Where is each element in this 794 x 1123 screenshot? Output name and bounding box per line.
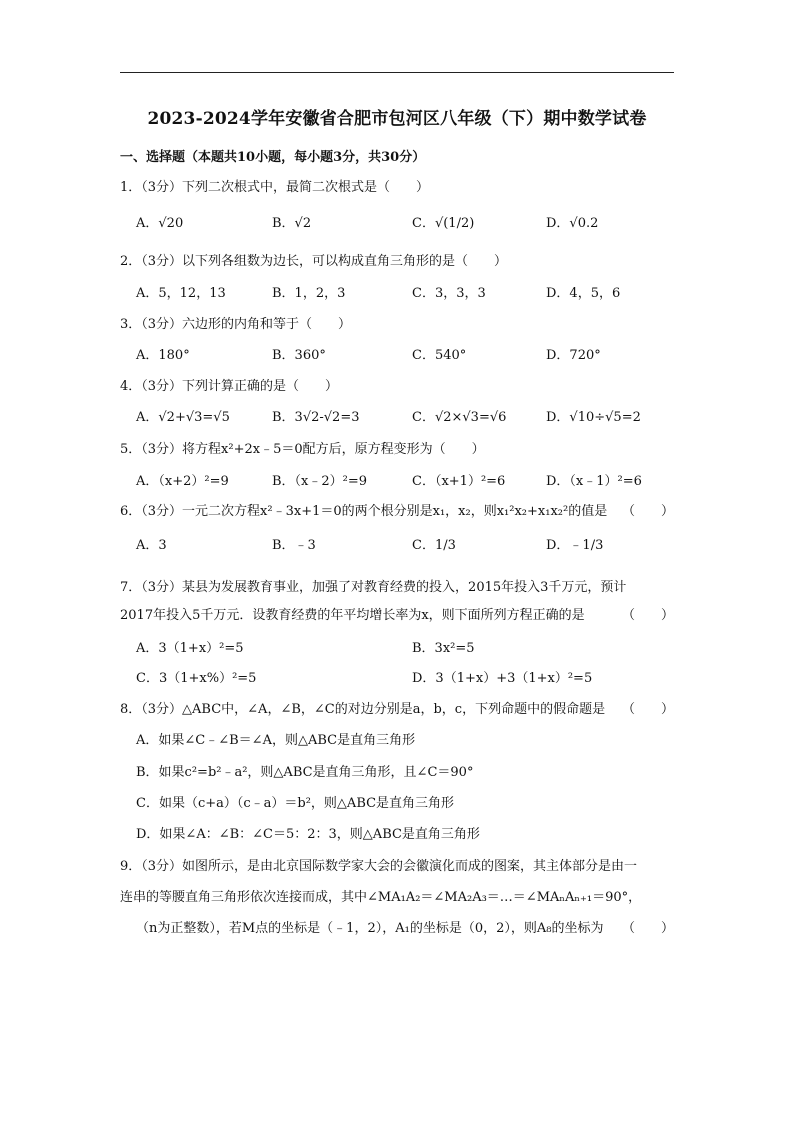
question-6: 6．（3分）一元二次方程x²﹣3x+1＝0的两个根分别是x₁，x₂，则x₁²x₂+x₁x₂²的值是 [120,504,608,519]
q8-option-a: A．如果∠C﹣∠B＝∠A，则△ABC是直角三角形 [136,733,416,748]
q3-option-d: D．720° [546,348,601,363]
q3-option-c: C．540° [412,348,467,363]
question-9-line-3: （n为正整数），若M点的坐标是（﹣1，2），A₁的坐标是（0，2），则A₈的坐标为 [136,921,604,936]
q6-option-b: B．﹣3 [272,538,316,553]
exam-title: 2023-2024学年安徽省合肥市包河区八年级（下）期中数学试卷 [147,109,647,129]
question-2: 2．（3分）以下列各组数为边长，可以构成直角三角形的是（ ） [120,254,508,269]
q4-option-d: D．√10÷√5=2 [546,410,641,425]
q7-option-b: B．3x²=5 [412,641,475,656]
q7-option-d: D．3（1+x）+3（1+x）²=5 [412,671,593,686]
q8-answer-bracket: （ ） [621,702,674,717]
header-rule [120,72,674,73]
q6-option-c: C．1/3 [412,538,456,553]
q6-option-d: D．﹣1/3 [546,538,604,553]
q8-option-b: B．如果c²=b²﹣a²，则△ABC是直角三角形，且∠C＝90° [136,765,474,780]
question-7-line-1: 7．（3分）某县为发展教育事业，加强了对教育经费的投入，2015年投入3千万元，预计 [120,580,627,595]
q1-option-c: C．√(1/2) [412,216,475,231]
q2-option-b: B．1，2，3 [272,286,346,301]
question-5: 5．（3分）将方程x²+2x﹣5＝0配方后，原方程变形为（ ） [120,442,485,457]
q3-option-b: B．360° [272,348,326,363]
q6-answer-bracket: （ ） [621,504,674,519]
question-3: 3．（3分）六边形的内角和等于（ ） [120,317,352,332]
q5-option-d: D．（x﹣1）²=6 [546,474,642,489]
q5-option-a: A．（x+2）²=9 [136,474,229,489]
q1-option-a: A．√20 [136,216,184,231]
q5-option-b: B．（x﹣2）²=9 [272,474,368,489]
q2-option-c: C．3，3，3 [412,286,486,301]
question-1: 1．（3分）下列二次根式中，最简二次根式是（ ） [120,180,430,195]
q8-option-c: C．如果（c+a）（c﹣a）＝b²，则△ABC是直角三角形 [136,796,455,811]
q7-answer-bracket: （ ） [621,608,674,623]
q6-option-a: A．3 [136,538,167,553]
q9-answer-bracket: （ ） [621,921,674,936]
q8-option-d: D．如果∠A：∠B：∠C＝5：2：3，则△ABC是直角三角形 [136,827,480,842]
question-7-line-2: 2017年投入5千万元．设教育经费的年平均增长率为x，则下面所列方程正确的是 [120,608,585,623]
q4-option-b: B．3√2-√2=3 [272,410,360,425]
question-9-line-2: 连串的等腰直角三角形依次连接而成，其中∠MA₁A₂＝∠MA₂A₃＝…＝∠MAₙAₙ₊₁＝90°， [120,890,642,905]
q5-option-c: C．（x+1）²=6 [412,474,506,489]
q7-option-c: C．3（1+x%）²=5 [136,671,257,686]
q7-option-a: A．3（1+x）²=5 [136,641,244,656]
q2-option-a: A．5，12，13 [136,286,226,301]
q1-option-d: D．√0.2 [546,216,599,231]
q3-option-a: A．180° [136,348,190,363]
q4-option-a: A．√2+√3=√5 [136,410,230,425]
question-9-line-1: 9．（3分）如图所示，是由北京国际数学家大会的会徽演化而成的图案，其主体部分是由一 [120,859,638,874]
q4-option-c: C．√2×√3=√6 [412,410,507,425]
q1-option-b: B．√2 [272,216,312,231]
section-heading: 一、选择题（本题共10小题，每小题3分，共30分） [120,150,426,165]
q2-option-d: D．4，5，6 [546,286,621,301]
question-8: 8．（3分）△ABC中，∠A，∠B，∠C的对边分别是a，b，c，下列命题中的假命题是 [120,702,606,717]
question-4: 4．（3分）下列计算正确的是（ ） [120,379,339,394]
